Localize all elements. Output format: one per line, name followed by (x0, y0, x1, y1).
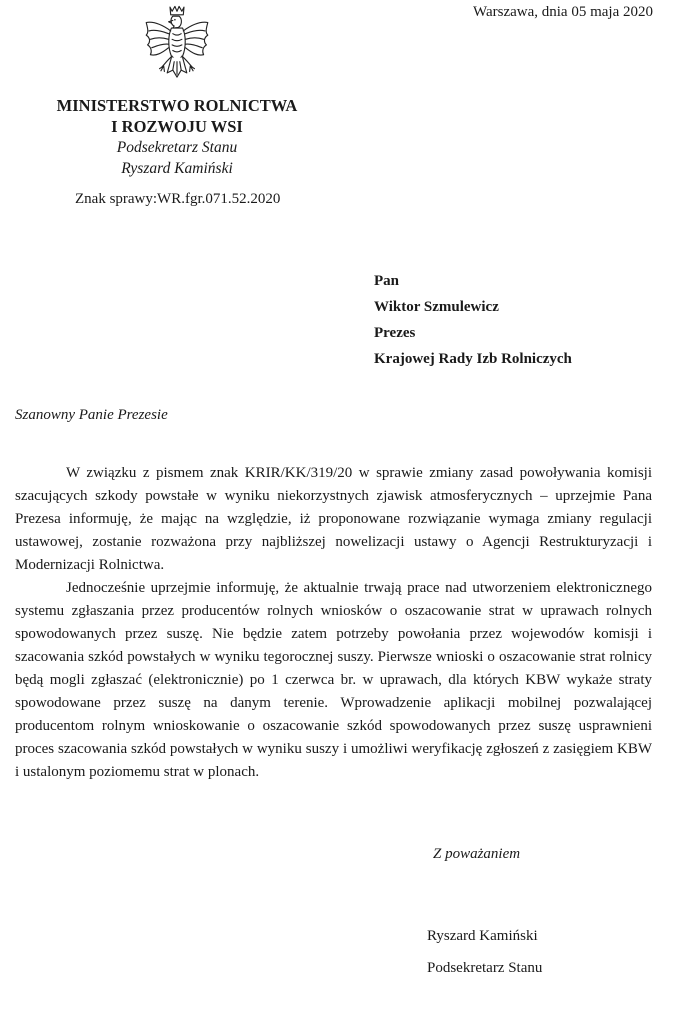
ministry-name-line-2: I ROZWOJU WSI (111, 117, 243, 136)
recipient-line-2: Wiktor Szmulewicz (374, 299, 499, 315)
case-reference: Znak sprawy:WR.fgr.071.52.2020 (75, 191, 281, 207)
body-paragraph-1: W związku z pismem znak KRIR/KK/319/20 w sprawie zmiany zasad powoływania komisji szacujących szkody powstałe w wyniku niekorzystnych zjawisk atmosferycznych – uprzejmie Pana Prezesa informuję, że mając na względzie, iż proponowane rozwiązanie wymaga zmiany regulacji ustawowej, zostanie rozważona przy najbliższej nowelizacji ustawy o Agencji Restrukturyzacji i Modernizacji Rolnictwa. (15, 465, 652, 573)
signature-name: Ryszard Kamiński (427, 928, 538, 944)
eagle-emblem-icon (142, 4, 212, 90)
recipient-block (374, 268, 572, 372)
ministry-name-line-1: MINISTERSTWO ROLNICTWA (56, 96, 298, 115)
recipient-line-3: Prezes (374, 325, 416, 341)
recipient-line-4: Krajowej Rady Izb Rolniczych (374, 351, 572, 367)
signature-block (427, 920, 542, 984)
signature-title: Podsekretarz Stanu (427, 960, 543, 976)
body-paragraph-2: Jednocześnie uprzejmie informuję, że aktualnie trwają prace nad utworzeniem elektronicznego systemu zgłaszania przez producentów rolnych wniosków o oszacowanie strat w uprawach rolnych spowodowanych przez suszę. Nie będzie zatem potrzeby powołania przez wojewodów komisji i szacowania szkód powstałych w wyniku tegorocznej suszy. Pierwsze wnioski o oszacowanie strat rolnicy będą mogli zgłaszać (elektronicznie) po 1 czerwca br. w uprawach, dla których KBW wykaże straty spowodowane przez suszę na danym terenie. Wprowadzenie aplikacji mobilnej pozwalającej producentom rolnym wnioskowanie o oszacowanie szkód spowodowanych przez suszę usprawnieni proces szacowania szkód powstałych w wyniku suszy i umożliwi weryfikację zgłoszeń z zasięgiem KBW i ustalonym poziomemu strat w plonach. (15, 580, 652, 780)
letter-date: Warszawa, dnia 05 maja 2020 (473, 4, 653, 20)
ministry-header (10, 95, 344, 179)
salutation: Szanowny Panie Prezesie (15, 407, 168, 423)
letter-body (15, 462, 652, 784)
sender-name: Ryszard Kamiński (121, 160, 233, 177)
sender-role: Podsekretarz Stanu (116, 139, 238, 156)
recipient-line-1: Pan (374, 273, 400, 289)
closing-phrase: Z poważaniem (433, 846, 521, 862)
